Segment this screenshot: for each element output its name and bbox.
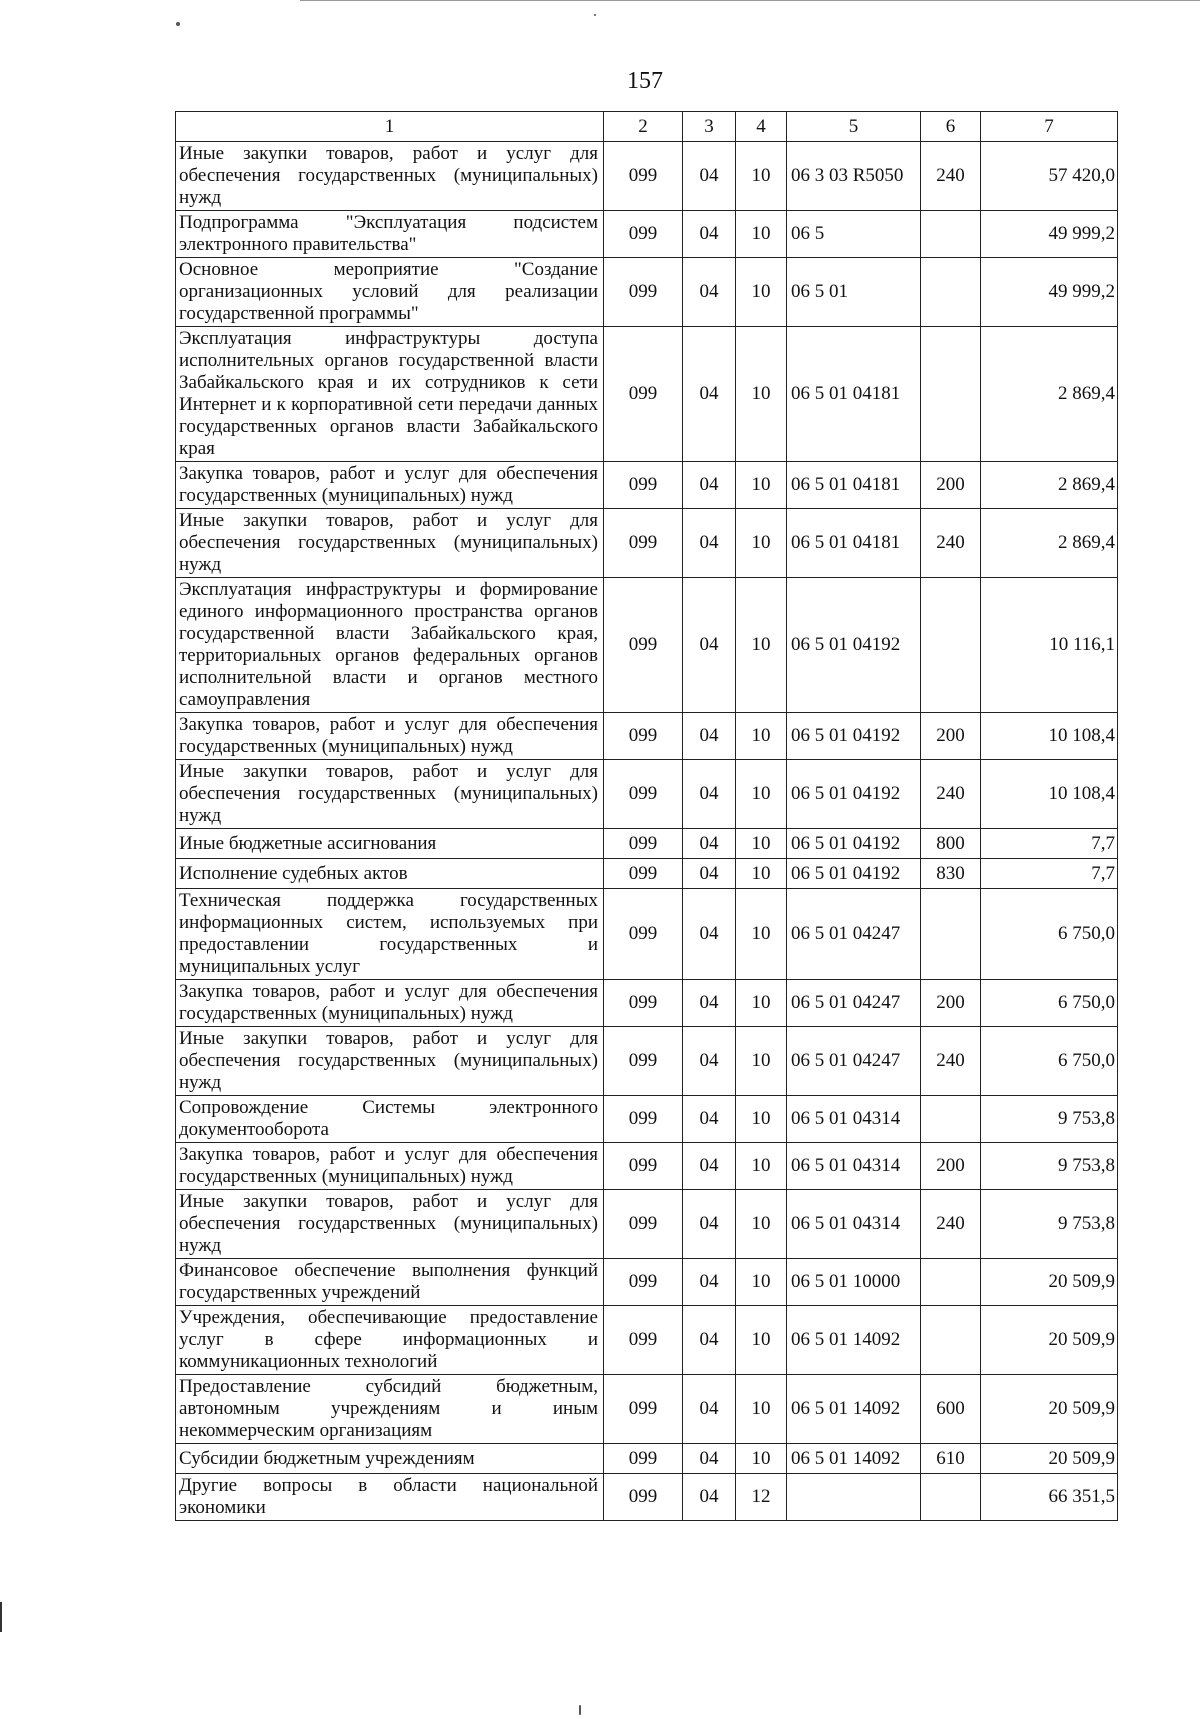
cell-target-article: 06 5 01 04192: [787, 859, 921, 889]
cell-expense-type: [921, 327, 981, 462]
cell-amount: 7,7: [981, 859, 1118, 889]
cell-target-article: 06 5 01 04192: [787, 713, 921, 760]
cell-target-article: 06 5 01 04181: [787, 462, 921, 509]
cell-name: Иные бюджетные ассигнования: [176, 829, 604, 859]
cell-subsection: 10: [736, 980, 787, 1027]
cell-amount: 49 999,2: [981, 258, 1118, 327]
table-row: [176, 889, 1118, 980]
cell-expense-type: 800: [921, 829, 981, 859]
cell-name: Закупка товаров, работ и услуг для обеспечения государственных (муниципальных) нужд: [176, 1143, 604, 1190]
cell-expense-type: [921, 889, 981, 980]
cell-target-article: 06 5 01: [787, 258, 921, 327]
cell-section: 04: [683, 327, 736, 462]
cell-section: 04: [683, 1190, 736, 1259]
header-col-1: 1: [176, 112, 604, 142]
cell-expense-type: 200: [921, 1143, 981, 1190]
cell-name: Закупка товаров, работ и услуг для обеспечения государственных (муниципальных) нужд: [176, 462, 604, 509]
cell-expense-type: 200: [921, 980, 981, 1027]
table-row: [176, 258, 1118, 327]
cell-expense-type: [921, 258, 981, 327]
cell-ministry: 099: [604, 1096, 683, 1143]
cell-amount: 6 750,0: [981, 1027, 1118, 1096]
cell-name: Закупка товаров, работ и услуг для обеспечения государственных (муниципальных) нужд: [176, 713, 604, 760]
cell-amount: 49 999,2: [981, 211, 1118, 258]
cell-ministry: 099: [604, 1027, 683, 1096]
cell-name: Эксплуатация инфраструктуры и формирование единого информационного пространства органов государственной власти Забайкальского края, территориальных органов федеральных органов исполнительной власти и органов местного самоуправления: [176, 578, 604, 713]
cell-subsection: 10: [736, 760, 787, 829]
cell-section: 04: [683, 462, 736, 509]
cell-target-article: 06 5 01 04192: [787, 760, 921, 829]
cell-ministry: 099: [604, 1190, 683, 1259]
cell-target-article: 06 5 01 14092: [787, 1306, 921, 1375]
cell-expense-type: 240: [921, 1027, 981, 1096]
cell-ministry: 099: [604, 462, 683, 509]
cell-amount: 2 869,4: [981, 509, 1118, 578]
cell-amount: 9 753,8: [981, 1096, 1118, 1143]
cell-ministry: 099: [604, 1143, 683, 1190]
cell-expense-type: [921, 1474, 981, 1521]
cell-section: 04: [683, 713, 736, 760]
header-col-4: 4: [736, 112, 787, 142]
cell-expense-type: [921, 1306, 981, 1375]
cell-target-article: 06 5 01 04247: [787, 889, 921, 980]
cell-target-article: [787, 1474, 921, 1521]
cell-expense-type: [921, 1096, 981, 1143]
cell-expense-type: 240: [921, 509, 981, 578]
cell-amount: 66 351,5: [981, 1474, 1118, 1521]
cell-section: 04: [683, 829, 736, 859]
cell-name: Техническая поддержка государственных информационных систем, используемых при предоставлении государственных и муниципальных услуг: [176, 889, 604, 980]
table-row: [176, 1474, 1118, 1521]
cell-subsection: 10: [736, 258, 787, 327]
cell-amount: 7,7: [981, 829, 1118, 859]
cell-section: 04: [683, 1096, 736, 1143]
cell-ministry: 099: [604, 1259, 683, 1306]
cell-amount: 6 750,0: [981, 889, 1118, 980]
header-col-7: 7: [981, 112, 1118, 142]
cell-ministry: 099: [604, 211, 683, 258]
cell-name: Иные закупки товаров, работ и услуг для обеспечения государственных (муниципальных) нужд: [176, 1190, 604, 1259]
table-row: [176, 142, 1118, 211]
cell-section: 04: [683, 1306, 736, 1375]
cell-name: Исполнение судебных актов: [176, 859, 604, 889]
cell-expense-type: 200: [921, 462, 981, 509]
cell-subsection: 10: [736, 578, 787, 713]
table-row: [176, 509, 1118, 578]
header-row: [176, 112, 1118, 142]
cell-target-article: 06 5 01 10000: [787, 1259, 921, 1306]
header-col-2: 2: [604, 112, 683, 142]
cell-ministry: 099: [604, 509, 683, 578]
cell-expense-type: 240: [921, 142, 981, 211]
cell-expense-type: [921, 1259, 981, 1306]
cell-name: Учреждения, обеспечивающие предоставление услуг в сфере информационных и коммуникационных технологий: [176, 1306, 604, 1375]
cell-target-article: 06 3 03 R5050: [787, 142, 921, 211]
table-row: [176, 211, 1118, 258]
cell-amount: 10 108,4: [981, 713, 1118, 760]
top-edge-rule: [300, 0, 1200, 1]
cell-amount: 9 753,8: [981, 1190, 1118, 1259]
cell-section: 04: [683, 1259, 736, 1306]
cell-name: Сопровождение Системы электронного документооборота: [176, 1096, 604, 1143]
cell-section: 04: [683, 509, 736, 578]
cell-subsection: 10: [736, 1306, 787, 1375]
cell-subsection: 10: [736, 1375, 787, 1444]
cell-subsection: 10: [736, 1143, 787, 1190]
cell-amount: 2 869,4: [981, 462, 1118, 509]
cell-target-article: 06 5 01 04192: [787, 578, 921, 713]
cell-target-article: 06 5 01 04314: [787, 1096, 921, 1143]
cell-target-article: 06 5 01 04181: [787, 327, 921, 462]
cell-expense-type: [921, 578, 981, 713]
table-row: [176, 1143, 1118, 1190]
cell-amount: 10 108,4: [981, 760, 1118, 829]
table-row: [176, 980, 1118, 1027]
table-row: [176, 829, 1118, 859]
table-row: [176, 1027, 1118, 1096]
budget-table: [175, 111, 1118, 1521]
table-row: [176, 713, 1118, 760]
cell-amount: 20 509,9: [981, 1306, 1118, 1375]
cell-target-article: 06 5 01 14092: [787, 1375, 921, 1444]
cell-expense-type: 240: [921, 1190, 981, 1259]
table-row: [176, 1259, 1118, 1306]
cell-section: 04: [683, 142, 736, 211]
cell-amount: 57 420,0: [981, 142, 1118, 211]
cell-section: 04: [683, 1027, 736, 1096]
cell-name: Основное мероприятие "Создание организационных условий для реализации государственной программы": [176, 258, 604, 327]
cell-subsection: 10: [736, 142, 787, 211]
cell-expense-type: 830: [921, 859, 981, 889]
scan-speck: [176, 22, 180, 26]
cell-subsection: 10: [736, 327, 787, 462]
cell-subsection: 10: [736, 1096, 787, 1143]
cell-subsection: 10: [736, 462, 787, 509]
cell-subsection: 10: [736, 509, 787, 578]
table-row: [176, 1444, 1118, 1474]
cell-target-article: 06 5 01 04314: [787, 1143, 921, 1190]
cell-ministry: 099: [604, 859, 683, 889]
cell-ministry: 099: [604, 1375, 683, 1444]
cell-section: 04: [683, 1143, 736, 1190]
cell-amount: 20 509,9: [981, 1259, 1118, 1306]
cell-amount: 10 116,1: [981, 578, 1118, 713]
cell-expense-type: 200: [921, 713, 981, 760]
cell-section: 04: [683, 980, 736, 1027]
cell-name: Закупка товаров, работ и услуг для обеспечения государственных (муниципальных) нужд: [176, 980, 604, 1027]
cell-target-article: 06 5 01 04181: [787, 509, 921, 578]
page-number: 157: [627, 68, 663, 94]
cell-target-article: 06 5 01 04192: [787, 829, 921, 859]
cell-subsection: 12: [736, 1474, 787, 1521]
cell-name: Подпрограмма "Эксплуатация подсистем электронного правительства": [176, 211, 604, 258]
cell-amount: 20 509,9: [981, 1375, 1118, 1444]
cell-name: Иные закупки товаров, работ и услуг для обеспечения государственных (муниципальных) нужд: [176, 1027, 604, 1096]
scan-speck: [594, 14, 596, 16]
table-row: [176, 462, 1118, 509]
cell-ministry: 099: [604, 760, 683, 829]
table-row: [176, 1190, 1118, 1259]
cell-ministry: 099: [604, 327, 683, 462]
cell-expense-type: 600: [921, 1375, 981, 1444]
cell-section: 04: [683, 859, 736, 889]
cell-section: 04: [683, 1375, 736, 1444]
cell-ministry: 099: [604, 142, 683, 211]
cell-target-article: 06 5 01 04314: [787, 1190, 921, 1259]
cell-subsection: 10: [736, 1027, 787, 1096]
table-row: [176, 1306, 1118, 1375]
cell-section: 04: [683, 258, 736, 327]
cell-expense-type: 610: [921, 1444, 981, 1474]
table-row: [176, 859, 1118, 889]
cell-name: Иные закупки товаров, работ и услуг для обеспечения государственных (муниципальных) нужд: [176, 509, 604, 578]
cell-name: Эксплуатация инфраструктуры доступа исполнительных органов государственной власти Забайкальского края и их сотрудников к сети Интернет и к корпоративной сети передачи данных государственных органов власти Забайкальского края: [176, 327, 604, 462]
cell-name: Другие вопросы в области национальной экономики: [176, 1474, 604, 1521]
cell-amount: 20 509,9: [981, 1444, 1118, 1474]
cell-section: 04: [683, 578, 736, 713]
cell-name: Финансовое обеспечение выполнения функций государственных учреждений: [176, 1259, 604, 1306]
cell-amount: 6 750,0: [981, 980, 1118, 1027]
scan-speck: [579, 1705, 581, 1715]
cell-target-article: 06 5 01 04247: [787, 980, 921, 1027]
table-row: [176, 327, 1118, 462]
cell-subsection: 10: [736, 1444, 787, 1474]
table-row: [176, 1096, 1118, 1143]
cell-subsection: 10: [736, 1259, 787, 1306]
cell-subsection: 10: [736, 1190, 787, 1259]
table-row: [176, 1375, 1118, 1444]
header-col-6: 6: [921, 112, 981, 142]
cell-section: 04: [683, 760, 736, 829]
cell-name: Иные закупки товаров, работ и услуг для обеспечения государственных (муниципальных) нужд: [176, 142, 604, 211]
header-col-3: 3: [683, 112, 736, 142]
cell-section: 04: [683, 1444, 736, 1474]
cell-ministry: 099: [604, 578, 683, 713]
cell-name: Иные закупки товаров, работ и услуг для обеспечения государственных (муниципальных) нужд: [176, 760, 604, 829]
cell-ministry: 099: [604, 829, 683, 859]
cell-section: 04: [683, 1474, 736, 1521]
cell-name: Предоставление субсидий бюджетным, автономным учреждениям и иным некоммерческим организациям: [176, 1375, 604, 1444]
cell-ministry: 099: [604, 1444, 683, 1474]
cell-subsection: 10: [736, 713, 787, 760]
cell-expense-type: [921, 211, 981, 258]
table-row: [176, 760, 1118, 829]
cell-ministry: 099: [604, 713, 683, 760]
cell-subsection: 10: [736, 829, 787, 859]
cell-section: 04: [683, 211, 736, 258]
cell-expense-type: 240: [921, 760, 981, 829]
scan-edge-mark: [0, 1602, 2, 1632]
cell-target-article: 06 5 01 04247: [787, 1027, 921, 1096]
cell-ministry: 099: [604, 1306, 683, 1375]
cell-amount: 2 869,4: [981, 327, 1118, 462]
cell-subsection: 10: [736, 211, 787, 258]
cell-ministry: 099: [604, 980, 683, 1027]
cell-name: Субсидии бюджетным учреждениям: [176, 1444, 604, 1474]
table-row: [176, 578, 1118, 713]
header-col-5: 5: [787, 112, 921, 142]
cell-amount: 9 753,8: [981, 1143, 1118, 1190]
cell-target-article: 06 5: [787, 211, 921, 258]
cell-ministry: 099: [604, 889, 683, 980]
cell-subsection: 10: [736, 889, 787, 980]
cell-target-article: 06 5 01 14092: [787, 1444, 921, 1474]
cell-ministry: 099: [604, 258, 683, 327]
cell-subsection: 10: [736, 859, 787, 889]
cell-ministry: 099: [604, 1474, 683, 1521]
cell-section: 04: [683, 889, 736, 980]
